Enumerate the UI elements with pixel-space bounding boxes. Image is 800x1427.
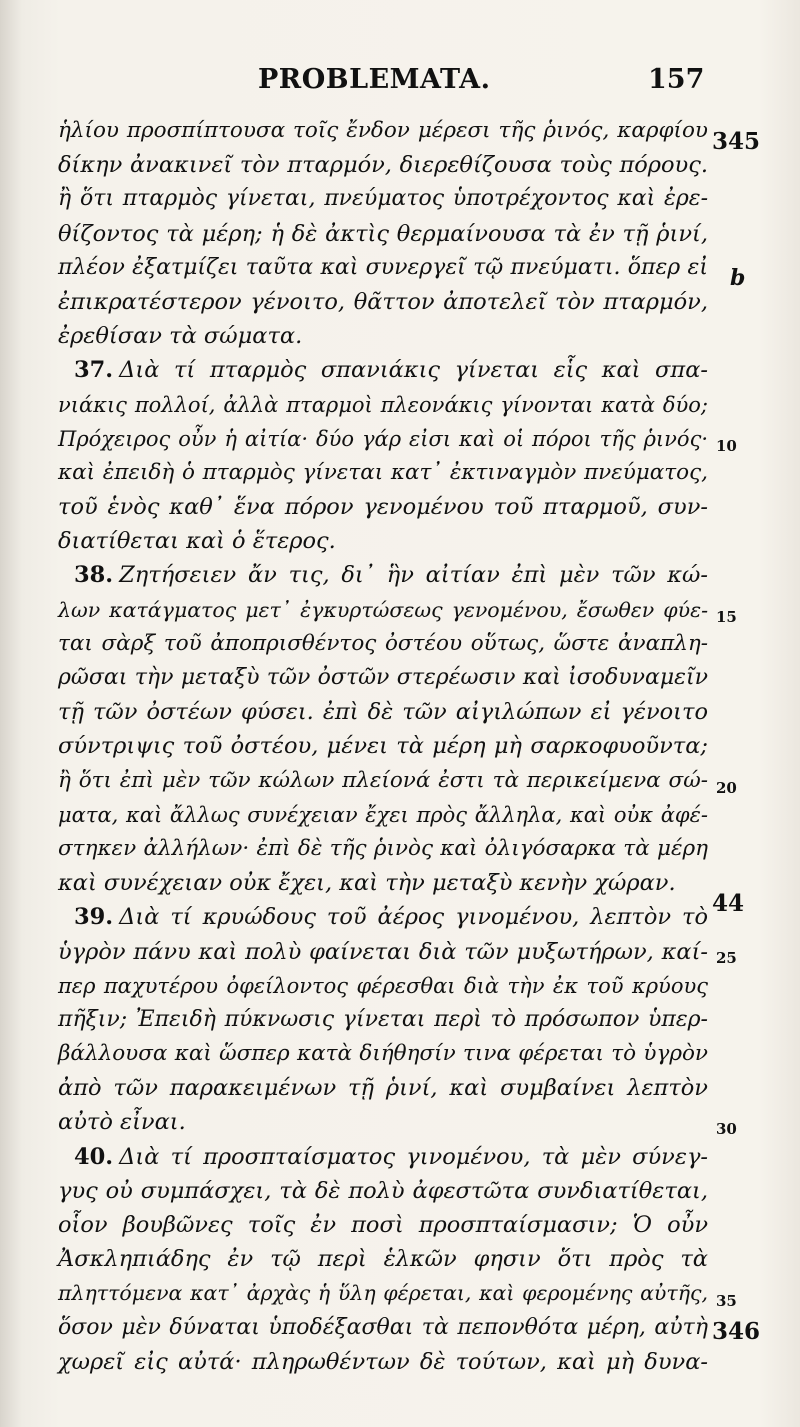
line-text: βάλλουσα καὶ ὥσπερ κατὰ διήθησίν τινα φέρεται τὸ ὑγρὸν: [58, 1041, 708, 1067]
line-text: Ζητήσειεν ἄν τις, δι᾽ ἣν αἰτίαν ἐπὶ μὲν τῶν κώ-: [119, 562, 708, 589]
text-line: [58, 217, 708, 251]
line-text: αὐτὸ εἶναι.: [58, 1109, 186, 1136]
line-text: πληττόμενα κατ᾽ ἀρχὰς ἡ ὕλη φέρεται, καὶ φερομένης αὐτῆς,: [58, 1281, 708, 1306]
line-text: Διὰ τί προσπταίσματος γινομένου, τὰ μὲν σύνεγ-: [119, 1143, 708, 1170]
text-line: [58, 1276, 708, 1310]
line-text: τοῦ ἑνὸς καθ᾽ ἕνα πόρον γενομένου τοῦ πταρμοῦ, συν-: [58, 494, 708, 521]
line-text: Διὰ τί κρυώδους τοῦ ἀέρος γινομένου, λεπτὸν τὸ: [119, 904, 708, 931]
line-text: γυς οὐ συμπάσχει, τὰ δὲ πολὺ ἀφεστῶτα συνδιατίθεται,: [58, 1177, 708, 1204]
text-line: [58, 422, 708, 456]
line-text: Πρόχειρος οὖν ἡ αἰτία· δύο γάρ εἰσι καὶ οἱ πόροι τῆς ῥινός·: [58, 426, 708, 451]
line-text: καὶ συνέχειαν οὐκ ἔχει, καὶ τὴν μεταξὺ κενὴν χώραν.: [58, 870, 676, 897]
line-text: Ἀσκληπιάδης ἐν τῷ περὶ ἑλκῶν φησιν ὅτι πρὸς τὰ: [58, 1246, 708, 1273]
line-text: περ παχυτέρου ὀφείλοντος φέρεσθαι διὰ τὴν ἐκ τοῦ κρύους: [58, 973, 708, 998]
line-text: ἡλίου προσπίπτουσα τοῖς ἔνδον μέρεσι τῆς ῥινός, καρφίου: [58, 118, 708, 143]
body-text: [58, 114, 708, 1379]
text-line: [58, 114, 708, 148]
text-line: [58, 593, 708, 627]
text-line: [58, 1071, 708, 1105]
text-line: [58, 456, 708, 490]
text-line: [58, 558, 708, 592]
margin-column-letter: b: [730, 265, 746, 291]
line-number-30: 30: [716, 1120, 737, 1138]
running-title: PROBLEMATA.: [258, 64, 491, 95]
section-number: 40.: [74, 1143, 114, 1170]
line-text: νιάκις πολλοί, ἀλλὰ πταρμοὶ πλεονάκις γίνονται κατὰ δύο;: [58, 392, 708, 417]
text-line: [58, 285, 708, 319]
line-text: τῇ τῶν ὀστέων φύσει. ἐπὶ δὲ τῶν αἰγιλώπων εἰ γένοιτο: [58, 699, 708, 726]
text-line: [58, 353, 708, 387]
line-text: ματα, καὶ ἄλλως συνέχειαν ἔχει πρὸς ἄλληλα, καὶ οὐκ ἀφέ-: [58, 802, 708, 827]
text-line: [58, 764, 708, 798]
margin-reference-346: 346: [712, 1318, 761, 1345]
text-line: [58, 490, 708, 524]
text-line: [58, 935, 708, 969]
line-text: ἐρεθίσαν τὰ σώματα.: [58, 323, 303, 350]
line-text: σύντριψις τοῦ ὀστέου, μένει τὰ μέρη μὴ σαρκοφυοῦντα;: [58, 733, 708, 760]
line-text: πῆξιν; Ἐπειδὴ πύκνωσις γίνεται περὶ τὸ πρόσωπον ὑπερ-: [58, 1006, 708, 1032]
text-line: [58, 1003, 708, 1037]
section-number: 39.: [74, 904, 114, 931]
text-line: [58, 969, 708, 1003]
line-text: ἢ ὅτι πταρμὸς γίνεται, πνεύματος ὑποτρέχοντος καὶ ἐρε-: [58, 186, 708, 212]
text-line: [58, 1208, 708, 1242]
text-line: [58, 1345, 708, 1379]
line-text: δίκην ἀνακινεῖ τὸν πταρμόν, διερεθίζουσα τοὺς πόρους.: [58, 152, 708, 179]
text-line: [58, 1105, 708, 1139]
text-line: [58, 148, 708, 182]
margin-reference-44: 44: [712, 890, 745, 917]
line-text: χωρεῖ εἰς αὐτά· πληρωθέντων δὲ τούτων, καὶ μὴ δυνα-: [58, 1348, 708, 1375]
text-line: [58, 319, 708, 353]
text-line: [58, 695, 708, 729]
text-line: [58, 251, 708, 285]
text-line: [58, 900, 708, 934]
line-text: Διὰ τί πταρμὸς σπανιάκις γίνεται εἷς καὶ σπα-: [119, 357, 708, 384]
line-number-15: 15: [716, 608, 737, 626]
line-text: πλέον ἐξατμίζει ταῦτα καὶ συνεργεῖ τῷ πνεύματι. ὅπερ εἰ: [58, 254, 708, 280]
section-number: 37.: [74, 357, 114, 384]
line-text: ὑγρὸν πάνυ καὶ πολὺ φαίνεται διὰ τῶν μυξωτήρων, καί-: [58, 938, 708, 965]
text-line: [58, 182, 708, 216]
line-number-20: 20: [716, 779, 737, 797]
line-text: ρῶσαι τὴν μεταξὺ τῶν ὀστῶν στερέωσιν καὶ ἰσοδυναμεῖν: [58, 665, 708, 690]
line-number-10: 10: [716, 437, 737, 455]
line-number-35: 35: [716, 1292, 737, 1310]
text-line: [58, 866, 708, 900]
line-text: ται σὰρξ τοῦ ἀποπρισθέντος ὀστέου οὕτως, ὥστε ἀναπλη-: [58, 630, 708, 656]
line-text: λων κατάγματος μετ᾽ ἐγκυρτώσεως γενομένου, ἔσωθεν φύε-: [58, 597, 708, 622]
text-line: [58, 1311, 708, 1345]
text-line: [58, 1242, 708, 1276]
line-text: ἢ ὅτι ἐπὶ μὲν τῶν κώλων πλείονά ἐστι τὰ περικείμενα σώ-: [58, 767, 708, 793]
line-text: καὶ ἐπειδὴ ὁ πταρμὸς γίνεται κατ᾽ ἐκτιναγμὸν πνεύματος,: [58, 459, 708, 485]
line-text: θίζοντος τὰ μέρη; ἡ δὲ ἀκτὶς θερμαίνουσα τὰ ἐν τῇ ῥινί,: [58, 220, 708, 247]
line-text: οἷον βουβῶνες τοῖς ἐν ποσὶ προσπταίσμασιν; Ὁ οὖν: [58, 1212, 708, 1238]
section-number: 38.: [74, 562, 114, 589]
line-text: διατίθεται καὶ ὁ ἕτερος.: [58, 528, 336, 555]
line-text: ἀπὸ τῶν παρακειμένων τῇ ῥινί, καὶ συμβαίνει λεπτὸν: [58, 1075, 708, 1102]
line-text: ἐπικρατέστερον γένοιτο, θᾶττον ἀποτελεῖ τὸν πταρμόν,: [58, 288, 708, 315]
line-text: ὅσον μὲν δύναται ὑποδέξασθαι τὰ πεπονθότα μέρη, αὐτὴ: [58, 1314, 708, 1340]
text-line: [58, 1174, 708, 1208]
running-header: [0, 64, 800, 104]
text-line: [58, 388, 708, 422]
text-line: [58, 661, 708, 695]
text-line: [58, 627, 708, 661]
page-number: 157: [648, 64, 705, 95]
text-line: [58, 798, 708, 832]
text-line: [58, 524, 708, 558]
text-line: [58, 1037, 708, 1071]
text-line: [58, 729, 708, 763]
margin-reference-345: 345: [712, 128, 761, 155]
line-text: στηκεν ἀλλήλων· ἐπὶ δὲ τῆς ῥινὸς καὶ ὀλιγόσαρκα τὰ μέρη: [58, 835, 708, 861]
text-line: [58, 1140, 708, 1174]
line-number-25: 25: [716, 949, 737, 967]
text-line: [58, 832, 708, 866]
